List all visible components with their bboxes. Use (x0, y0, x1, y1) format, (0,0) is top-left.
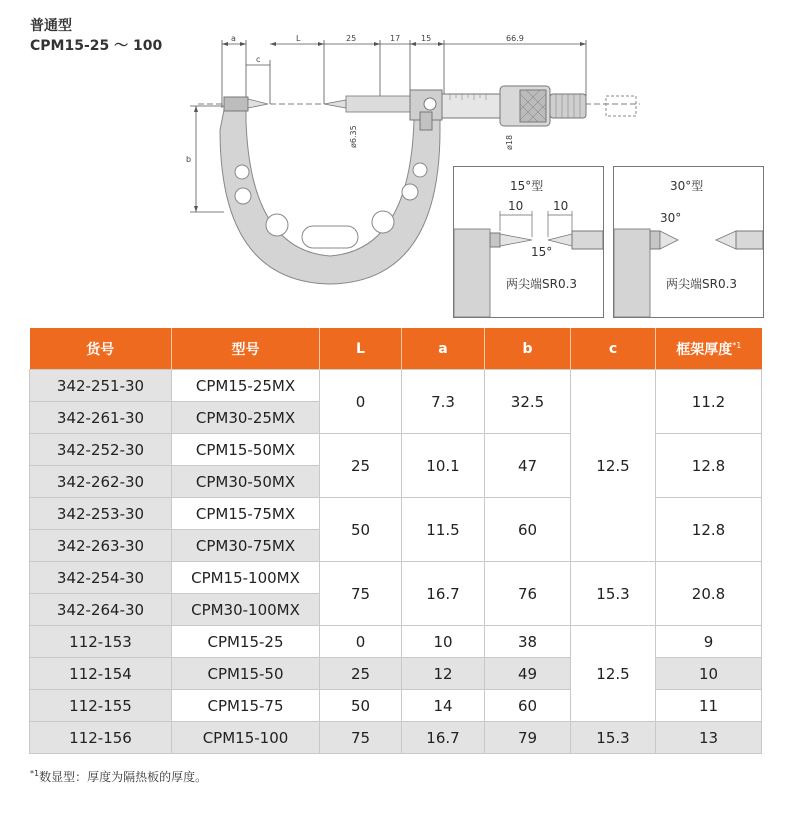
cell-code: 112-154 (30, 658, 172, 690)
cell-frame: 10 (656, 658, 762, 690)
cell-code: 342-264-30 (30, 594, 172, 626)
header-a: a (402, 328, 485, 370)
table-row (30, 722, 762, 754)
dim-18-label: ø18 (505, 134, 514, 150)
cell-a: 16.7 (402, 722, 485, 754)
cell-code: 342-251-30 (30, 370, 172, 402)
cell-model: CPM30-25MX (172, 402, 320, 434)
inset-15-caption: 两尖端SR0.3 (506, 277, 578, 291)
table-row (30, 626, 762, 658)
spec-table (29, 328, 762, 754)
cell-model: CPM30-50MX (172, 466, 320, 498)
cell-code: 342-261-30 (30, 402, 172, 434)
cell-a: 7.3 (402, 370, 485, 434)
cell-code: 342-253-30 (30, 498, 172, 530)
cell-l: 75 (320, 722, 402, 754)
cell-a: 10.1 (402, 434, 485, 498)
cell-model: CPM15-75MX (172, 498, 320, 530)
cell-model: CPM15-50 (172, 658, 320, 690)
cell-b: 49 (485, 658, 571, 690)
cell-model: CPM15-100 (172, 722, 320, 754)
cell-l: 50 (320, 498, 402, 562)
cell-a: 10 (402, 626, 485, 658)
inset-30-degree (613, 166, 764, 318)
cell-a: 11.5 (402, 498, 485, 562)
cell-b: 32.5 (485, 370, 571, 434)
table-header-row (30, 328, 762, 370)
cell-b: 38 (485, 626, 571, 658)
cell-b: 47 (485, 434, 571, 498)
cell-l: 0 (320, 626, 402, 658)
dim-25-label: 25 (346, 34, 357, 43)
cell-b: 76 (485, 562, 571, 626)
cell-model: CPM15-25MX (172, 370, 320, 402)
inset-15-dim-left: 10 (508, 199, 524, 213)
inset-15-angle: 15° (531, 245, 553, 259)
inset-30-caption: 两尖端SR0.3 (666, 277, 738, 291)
inset-30-angle: 30° (660, 211, 682, 225)
inset-15-label: 15°型 (510, 179, 544, 193)
footnote: $^{*1}$数显型：厚度为隔热板的厚度。 (30, 769, 208, 784)
cell-b: 60 (485, 498, 571, 562)
cell-code: 342-252-30 (30, 434, 172, 466)
cell-l: 25 (320, 658, 402, 690)
title-range: CPM15-25 ～ 100 (30, 38, 163, 54)
cell-frame: 12.8 (656, 498, 762, 562)
cell-frame: 13 (656, 722, 762, 754)
dim-l-label: L (296, 34, 301, 43)
cell-c: 15.3 (571, 562, 656, 626)
header-frame-thickness: 框架厚度$^{*1}$ (656, 328, 762, 370)
header-code: 货号 (30, 328, 172, 370)
cell-a: 12 (402, 658, 485, 690)
cell-a: 16.7 (402, 562, 485, 626)
cell-model: CPM30-75MX (172, 530, 320, 562)
cell-frame: 9 (656, 626, 762, 658)
cell-model: CPM15-50MX (172, 434, 320, 466)
cell-code: 112-153 (30, 626, 172, 658)
dim-635-label: ø6.35 (349, 125, 358, 148)
dim-669-label: 66.9 (506, 34, 524, 43)
cell-b: 60 (485, 690, 571, 722)
cell-b: 79 (485, 722, 571, 754)
cell-frame: 11 (656, 690, 762, 722)
cell-l: 0 (320, 370, 402, 434)
cell-l: 50 (320, 690, 402, 722)
cell-model: CPM15-25 (172, 626, 320, 658)
dim-17-label: 17 (390, 34, 401, 43)
cell-model: CPM30-100MX (172, 594, 320, 626)
cell-code: 112-155 (30, 690, 172, 722)
cell-c: 12.5 (571, 626, 656, 722)
cell-code: 342-262-30 (30, 466, 172, 498)
cell-frame: 11.2 (656, 370, 762, 434)
cell-c: 12.5 (571, 370, 656, 562)
inset-30-label: 30°型 (670, 179, 704, 193)
cell-model: CPM15-100MX (172, 562, 320, 594)
header-c: c (571, 328, 656, 370)
dim-a-label: a (231, 34, 236, 43)
cell-frame: 12.8 (656, 434, 762, 498)
cell-c: 15.3 (571, 722, 656, 754)
cell-model: CPM15-75 (172, 690, 320, 722)
cell-code: 112-156 (30, 722, 172, 754)
cell-code: 342-263-30 (30, 530, 172, 562)
table-row (30, 370, 762, 402)
dim-b-label: b (186, 155, 192, 164)
cell-l: 25 (320, 434, 402, 498)
cell-l: 75 (320, 562, 402, 626)
dim-c-label: c (256, 55, 261, 64)
header-l: L (320, 328, 402, 370)
cell-frame: 20.8 (656, 562, 762, 626)
dim-15-label: 15 (421, 34, 432, 43)
table-row (30, 562, 762, 594)
header-model: 型号 (172, 328, 320, 370)
cell-a: 14 (402, 690, 485, 722)
header-b: b (485, 328, 571, 370)
title-type: 普通型 (30, 18, 72, 34)
inset-15-dim-right: 10 (553, 199, 569, 213)
cell-code: 342-254-30 (30, 562, 172, 594)
inset-15-degree (453, 166, 604, 318)
